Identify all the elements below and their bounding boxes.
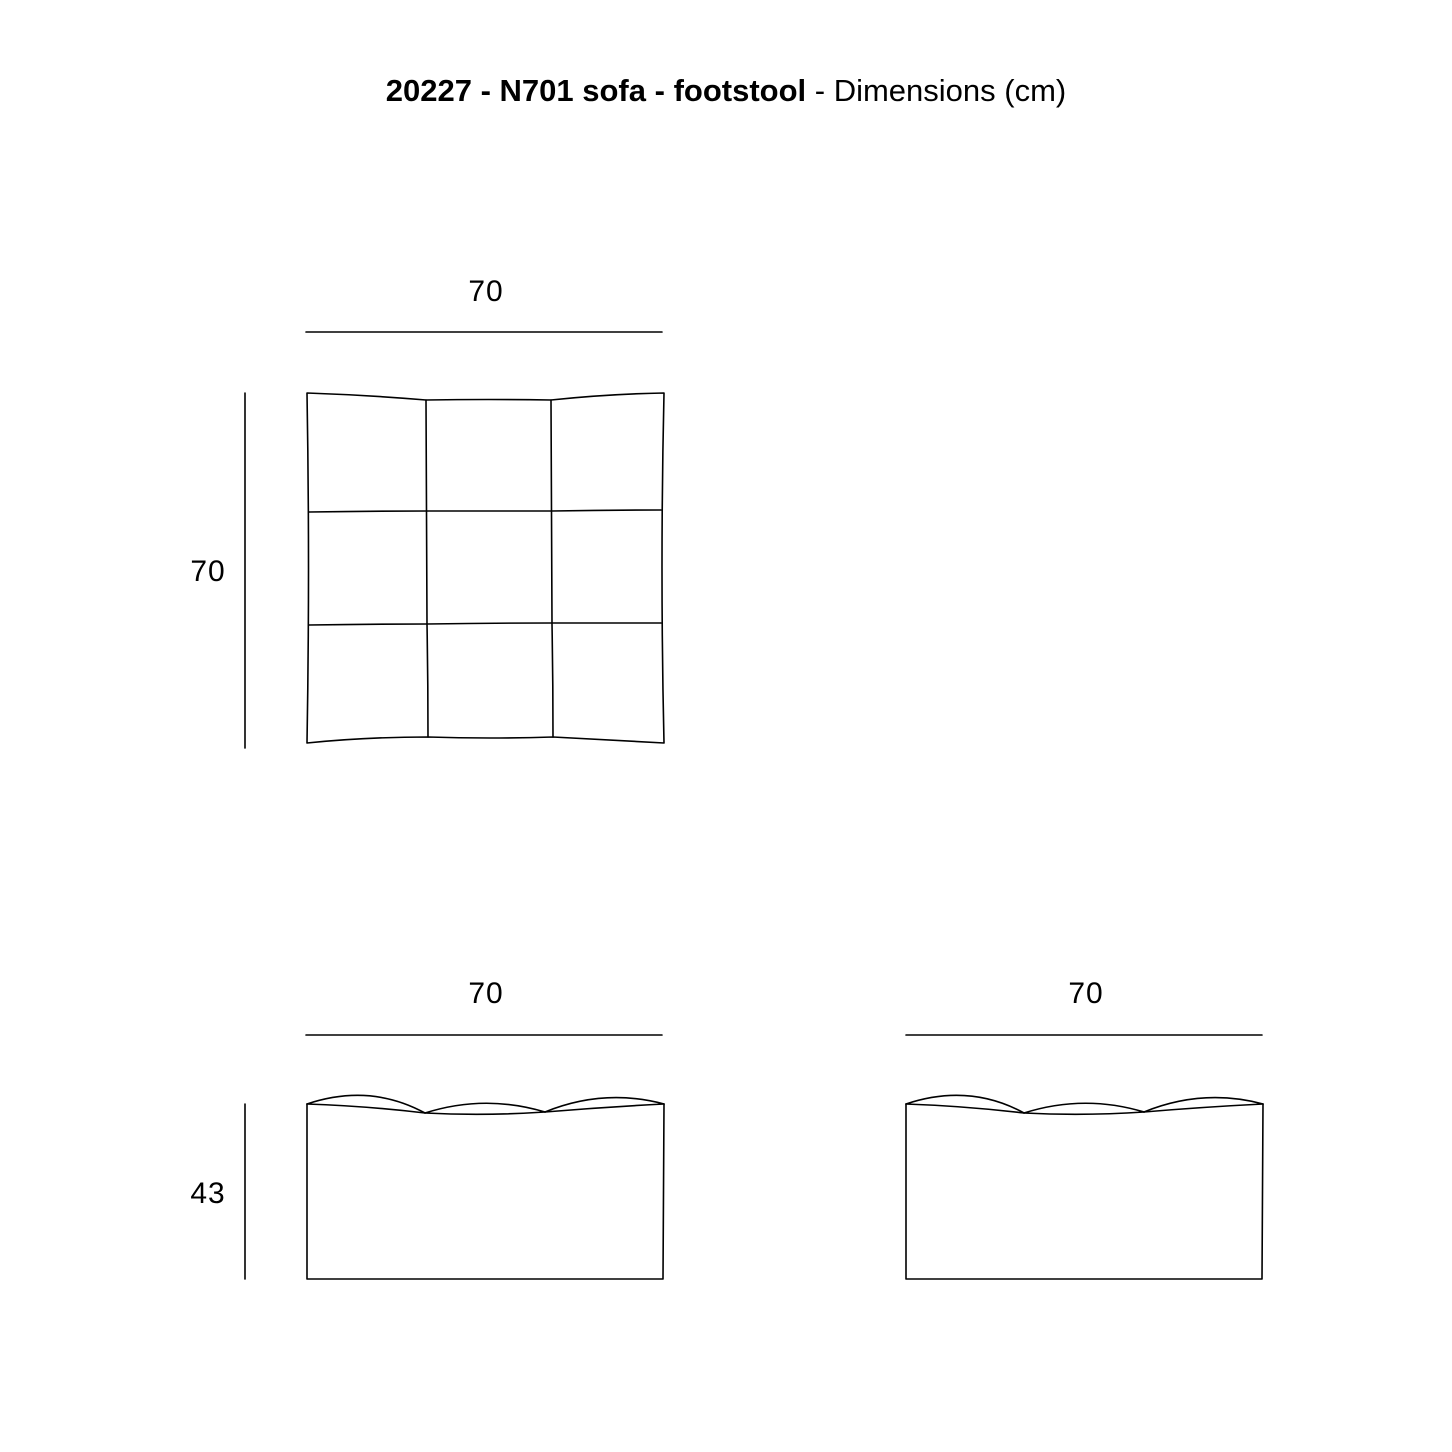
front-view-height-label: 43 (190, 1177, 226, 1210)
top-view-width-label: 70 (468, 275, 504, 308)
top-view-footstool-outline (307, 393, 664, 743)
front-view-footstool (307, 1095, 664, 1279)
side-view-width-label: 70 (1068, 977, 1104, 1010)
title-item: footstool (673, 73, 807, 108)
front-view-width-label: 70 (468, 977, 504, 1010)
title-code: 20227 (385, 73, 472, 108)
top-view-tufting-grid (309, 400, 661, 737)
title-separator: - (471, 73, 500, 108)
title-separator: - (806, 73, 834, 108)
title-model: N701 sofa (499, 73, 646, 108)
top-view-depth-label: 70 (190, 555, 226, 588)
title-suffix: Dimensions (cm) (833, 73, 1067, 108)
title-separator: - (646, 73, 674, 108)
side-view-footstool (906, 1095, 1263, 1279)
